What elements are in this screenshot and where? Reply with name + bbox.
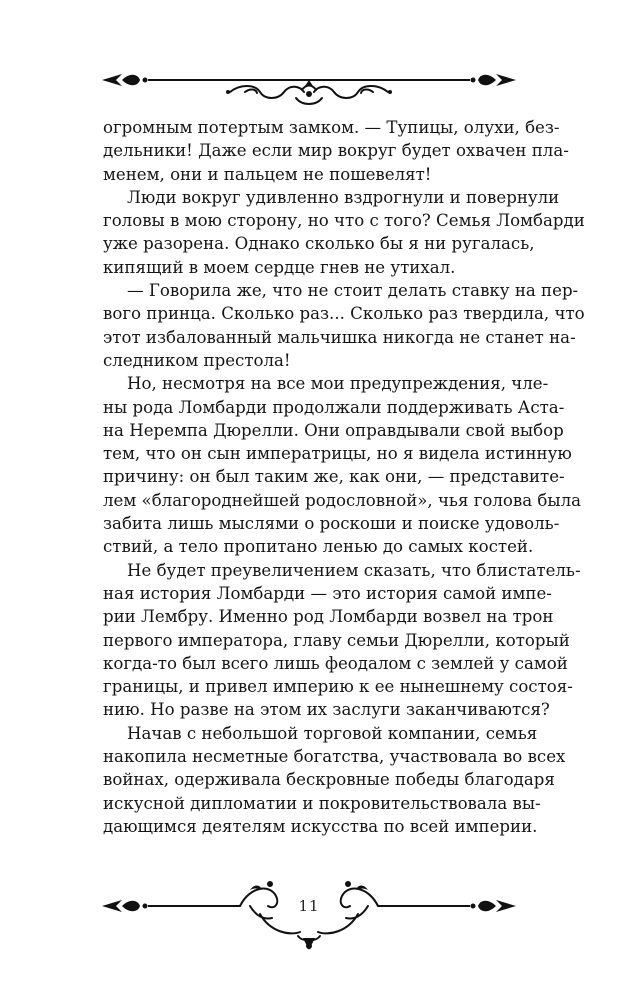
text-line: — Говорила же, что не стоит делать ставку на пер- bbox=[127, 281, 579, 301]
paragraph-6 bbox=[103, 722, 566, 838]
text-line: уже разорена. Однако сколько бы я ни ругалась, bbox=[103, 234, 535, 254]
page-number: 11 bbox=[298, 897, 320, 915]
text-line: дельники! Даже если мир вокруг будет охвачен пла- bbox=[103, 141, 569, 161]
top-ornament-divider bbox=[100, 62, 518, 112]
text-line: головы в мою сторону, но что с того? Семья Ломбарди bbox=[103, 211, 585, 231]
text-line: причину: он был таким же, как они, — представите- bbox=[103, 467, 565, 487]
text-line: нию. Но разве на этом их заслуги заканчиваются? bbox=[103, 700, 550, 720]
text-line: войнах, одерживала бескровные победы благодаря bbox=[103, 770, 555, 790]
body-text bbox=[103, 116, 585, 838]
left-arrowhead-ornament bbox=[102, 74, 148, 86]
text-line: менем, они и пальцем не пошевелят! bbox=[103, 164, 432, 184]
paragraph-2 bbox=[103, 186, 585, 279]
text-line: кипящий в моем сердце гнев не утихал. bbox=[103, 257, 456, 277]
text-line: огромным потертым замком. — Тупицы, олухи, без- bbox=[103, 118, 560, 137]
text-line: когда-то был всего лишь феодалом с землей у самой bbox=[103, 653, 568, 673]
text-line: тем, что он сын императрицы, но я видела истинную bbox=[103, 444, 572, 464]
text-line: искусной дипломатии и покровительствовала вы- bbox=[103, 793, 541, 813]
text-line: ны рода Ломбарди продолжали поддерживать Аста- bbox=[103, 397, 565, 417]
text-line: Но, несмотря на все мои предупреждения, чле- bbox=[127, 374, 549, 394]
text-line: забита лишь мыслями о роскоши и поиске удоволь- bbox=[103, 514, 560, 534]
paragraph-4 bbox=[103, 372, 582, 558]
paragraph-1 bbox=[103, 116, 569, 186]
text-line: границы, и привел империю к ее нынешнему состоя- bbox=[103, 677, 573, 697]
text-line: Не будет преувеличением сказать, что блистатель- bbox=[127, 560, 581, 580]
text-line: на Неремпа Дюрелли. Они оправдывали свой выбор bbox=[103, 420, 564, 440]
text-line: Люди вокруг удивленно вздрогнули и повернули bbox=[127, 187, 560, 207]
right-arrowhead-ornament bbox=[471, 74, 517, 86]
text-line: лем «благороднейшей родословной», чья голова была bbox=[103, 490, 582, 510]
text-line: дающимся деятелям искусства по всей империи. bbox=[103, 816, 538, 836]
text-line: ная история Ломбарди — это история самой импе- bbox=[103, 583, 552, 603]
text-line: Начав с небольшой торговой компании, семья bbox=[127, 723, 538, 743]
text-line: этот избалованный мальчишка никогда не станет на- bbox=[103, 327, 576, 347]
text-line: вого принца. Сколько раз... Сколько раз твердила, что bbox=[103, 304, 585, 324]
text-line: накопила несметные богатства, участвовала во всех bbox=[103, 747, 566, 767]
text-line: первого императора, главу семьи Дюрелли, который bbox=[103, 630, 570, 650]
paragraph-3 bbox=[103, 279, 585, 372]
text-line: следником престола! bbox=[103, 350, 291, 370]
bottom-ornament-divider bbox=[100, 876, 518, 956]
text-line: рии Лембру. Именно род Ломбарди возвел на трон bbox=[103, 607, 554, 627]
paragraph-5 bbox=[103, 559, 581, 722]
text-line: ствий, а тело пропитано ленью до самых костей. bbox=[103, 537, 534, 557]
